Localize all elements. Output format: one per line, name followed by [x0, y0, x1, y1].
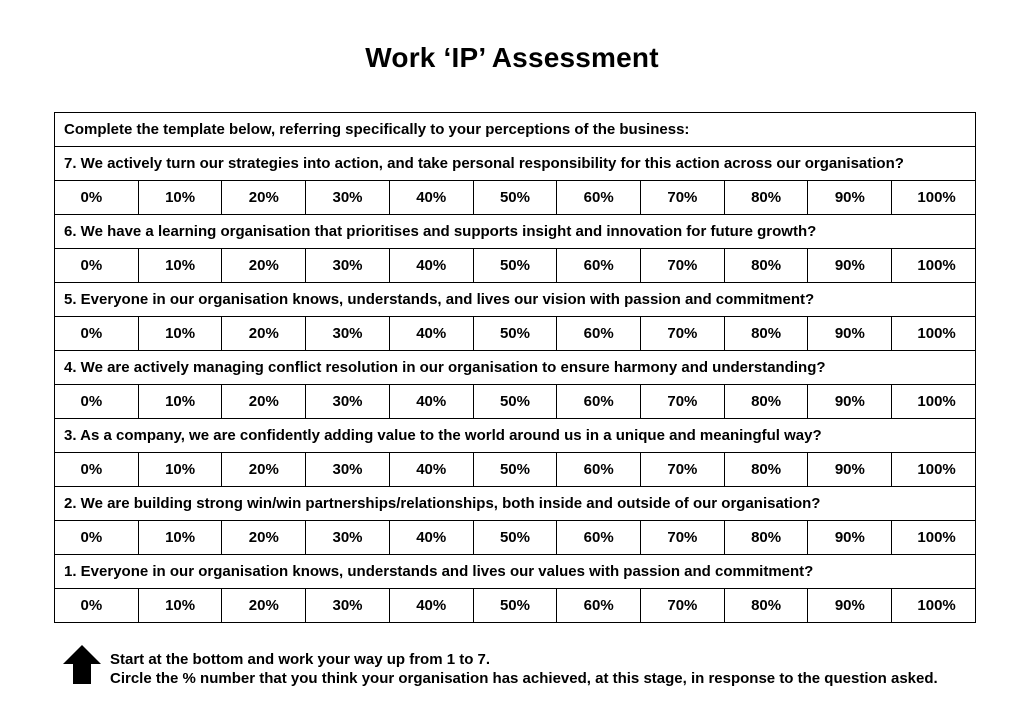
rating-option[interactable]: 10%: [138, 385, 222, 419]
question-text: 6. We have a learning organisation that prioritises and supports insight and innovation for future growth?: [55, 215, 976, 249]
rating-option[interactable]: 90%: [808, 181, 892, 215]
rating-option[interactable]: 80%: [724, 453, 808, 487]
rating-option[interactable]: 90%: [808, 317, 892, 351]
rating-option[interactable]: 20%: [222, 589, 306, 623]
rating-option[interactable]: 40%: [389, 521, 473, 555]
instruction-text: Complete the template below, referring specifically to your perceptions of the business:: [55, 113, 976, 147]
question-text: 2. We are building strong win/win partnerships/relationships, both inside and outside of our organisation?: [55, 487, 976, 521]
rating-option[interactable]: 100%: [892, 385, 976, 419]
rating-option[interactable]: 90%: [808, 249, 892, 283]
rating-option[interactable]: 100%: [892, 249, 976, 283]
rating-option[interactable]: 10%: [138, 181, 222, 215]
rating-option[interactable]: 40%: [389, 589, 473, 623]
rating-option[interactable]: 100%: [892, 317, 976, 351]
rating-option[interactable]: 100%: [892, 453, 976, 487]
rating-option[interactable]: 70%: [641, 521, 725, 555]
rating-option[interactable]: 10%: [138, 589, 222, 623]
rating-option[interactable]: 50%: [473, 385, 557, 419]
rating-option[interactable]: 30%: [306, 317, 390, 351]
rating-row: [55, 453, 976, 487]
rating-option[interactable]: 0%: [55, 521, 139, 555]
arrow-up-icon: [62, 644, 102, 684]
rating-row: [55, 249, 976, 283]
rating-option[interactable]: 30%: [306, 521, 390, 555]
question-row: [55, 419, 976, 453]
rating-row: [55, 589, 976, 623]
rating-option[interactable]: 60%: [557, 181, 641, 215]
question-text: 1. Everyone in our organisation knows, understands and lives our values with passion and commitment?: [55, 555, 976, 589]
rating-option[interactable]: 20%: [222, 521, 306, 555]
rating-option[interactable]: 70%: [641, 181, 725, 215]
rating-option[interactable]: 0%: [55, 453, 139, 487]
rating-option[interactable]: 0%: [55, 589, 139, 623]
rating-row: [55, 385, 976, 419]
rating-option[interactable]: 90%: [808, 521, 892, 555]
rating-option[interactable]: 60%: [557, 385, 641, 419]
rating-option[interactable]: 30%: [306, 249, 390, 283]
rating-option[interactable]: 60%: [557, 589, 641, 623]
rating-option[interactable]: 90%: [808, 385, 892, 419]
rating-row: [55, 317, 976, 351]
rating-option[interactable]: 100%: [892, 589, 976, 623]
question-text: 5. Everyone in our organisation knows, understands, and lives our vision with passion and commitment?: [55, 283, 976, 317]
rating-option[interactable]: 70%: [641, 589, 725, 623]
rating-row: [55, 521, 976, 555]
rating-option[interactable]: 70%: [641, 317, 725, 351]
rating-option[interactable]: 20%: [222, 317, 306, 351]
rating-option[interactable]: 50%: [473, 249, 557, 283]
rating-option[interactable]: 30%: [306, 385, 390, 419]
instruction-row: [55, 113, 976, 147]
rating-option[interactable]: 20%: [222, 249, 306, 283]
rating-option[interactable]: 20%: [222, 453, 306, 487]
rating-option[interactable]: 0%: [55, 317, 139, 351]
rating-option[interactable]: 60%: [557, 317, 641, 351]
rating-option[interactable]: 30%: [306, 589, 390, 623]
question-row: [55, 555, 976, 589]
question-row: [55, 351, 976, 385]
question-text: 7. We actively turn our strategies into action, and take personal responsibility for this action across our organisation?: [55, 147, 976, 181]
rating-option[interactable]: 60%: [557, 521, 641, 555]
rating-option[interactable]: 80%: [724, 249, 808, 283]
rating-row: [55, 181, 976, 215]
rating-option[interactable]: 80%: [724, 317, 808, 351]
rating-option[interactable]: 0%: [55, 181, 139, 215]
rating-option[interactable]: 80%: [724, 589, 808, 623]
rating-option[interactable]: 10%: [138, 249, 222, 283]
rating-option[interactable]: 70%: [641, 453, 725, 487]
rating-option[interactable]: 60%: [557, 249, 641, 283]
rating-option[interactable]: 90%: [808, 589, 892, 623]
assessment-table: [54, 112, 976, 623]
rating-option[interactable]: 80%: [724, 385, 808, 419]
rating-option[interactable]: 10%: [138, 453, 222, 487]
page-title: Work ‘IP’ Assessment: [365, 42, 659, 73]
footer-instructions: [62, 644, 1002, 690]
rating-option[interactable]: 80%: [724, 181, 808, 215]
question-row: [55, 147, 976, 181]
question-text: 4. We are actively managing conflict resolution in our organisation to ensure harmony and understanding?: [55, 351, 976, 385]
rating-option[interactable]: 0%: [55, 249, 139, 283]
rating-option[interactable]: 10%: [138, 521, 222, 555]
question-row: [55, 487, 976, 521]
rating-option[interactable]: 70%: [641, 385, 725, 419]
question-text: 3. As a company, we are confidently adding value to the world around us in a unique and meaningful way?: [55, 419, 976, 453]
rating-option[interactable]: 50%: [473, 453, 557, 487]
footer-line-1: Start at the bottom and work your way up from 1 to 7.: [110, 651, 491, 668]
rating-option[interactable]: 30%: [306, 181, 390, 215]
rating-option[interactable]: 40%: [389, 453, 473, 487]
question-row: [55, 215, 976, 249]
rating-option[interactable]: 50%: [473, 317, 557, 351]
rating-option[interactable]: 50%: [473, 521, 557, 555]
rating-option[interactable]: 70%: [641, 249, 725, 283]
footer-line-2: Circle the % number that you think your organisation has achieved, at this stage, in response to the question asked.: [110, 670, 938, 687]
rating-option[interactable]: 40%: [389, 181, 473, 215]
rating-option[interactable]: 40%: [389, 385, 473, 419]
question-row: [55, 283, 976, 317]
rating-option[interactable]: 30%: [306, 453, 390, 487]
rating-option[interactable]: 20%: [222, 181, 306, 215]
rating-option[interactable]: 20%: [222, 385, 306, 419]
rating-option[interactable]: 40%: [389, 249, 473, 283]
rating-option[interactable]: 50%: [473, 589, 557, 623]
rating-option[interactable]: 50%: [473, 181, 557, 215]
rating-option[interactable]: 0%: [55, 385, 139, 419]
rating-option[interactable]: 40%: [389, 317, 473, 351]
rating-option[interactable]: 100%: [892, 521, 976, 555]
rating-option[interactable]: 100%: [892, 181, 976, 215]
rating-option[interactable]: 10%: [138, 317, 222, 351]
rating-option[interactable]: 60%: [557, 453, 641, 487]
rating-option[interactable]: 90%: [808, 453, 892, 487]
rating-option[interactable]: 80%: [724, 521, 808, 555]
